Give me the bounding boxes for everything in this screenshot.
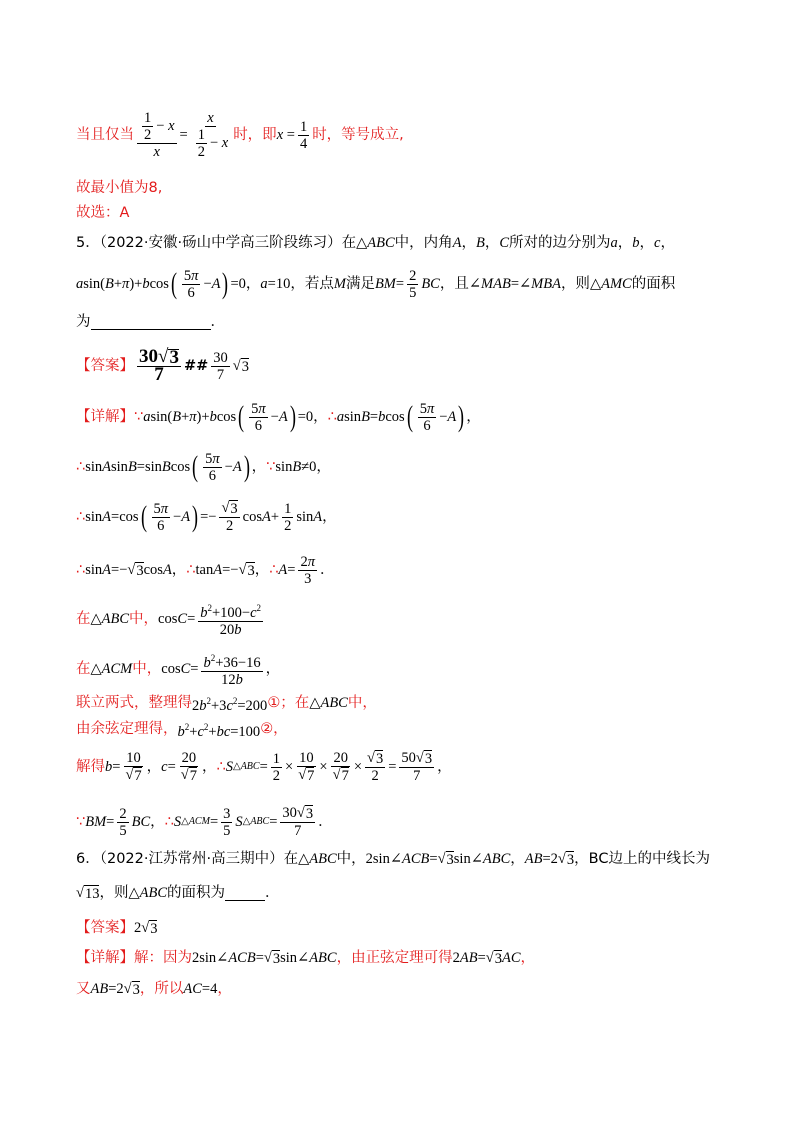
q5-detail-7: 联立两式，整理得 $2b^2+3c^2=200$ ①；在 △ABC 中， [76, 695, 377, 714]
answer-blank [91, 315, 211, 330]
choice-line: 故选：A [76, 205, 130, 221]
q5-detail-10: ∵ BM = $\frac{2}{5}$ BC ， ∴ S △ACM = $\frac{3}{5}$ S △ABC = 30 √ 3 7 ． [76, 805, 333, 839]
q6-detail-1: 【详解】 解：因为 2sin∠ ACB = √ 3 sin∠ ABC ，由正弦定理可得 2 AB = √ 3 AC ， [76, 949, 535, 967]
q5-detail-5: 在 △ABC 中， cos C = $\frac{b^2+100-c^2}{20b}$ [76, 597, 724, 641]
q6-line2: √ 13 ，则 △ABC 的面积为 ． [76, 884, 280, 902]
q6-detail-2: 又 AB =2 √ 3 ，所以 AC=4 ， [76, 980, 232, 998]
q5-detail-6: 在 △ACM 中， cos C = $\frac{b^2+36-16}{12b}$ ， [76, 647, 724, 691]
q6-answer: 【答案】 2 √ 3 [76, 919, 158, 937]
q5-blank-line: 为 ． [76, 314, 225, 330]
fraction-equality: $\frac{1}{2}$ − x x = x $\frac{1}{2}$ − x [134, 110, 233, 160]
q5-detail-8: 由余弦定理得， $b^2+c^2+bc=100$ ②， [76, 721, 288, 740]
q6-header: 6．（2022·江苏常州·高三期中）在 △ABC 中， 2sin∠ ACB = √ 3 sin∠ ABC ， AB =2 √ 3 ， BC边上的中线长为 [76, 850, 710, 868]
q5-answer: 【答案】 30 √ 3 7 ## $\frac{30}{7}$ √ 3 [76, 346, 249, 385]
q5-detail-4: ∴ sin A =− √ 3 cos A ， ∴ tan A =− √ 3 ， ∴ A = $\frac{2\pi}{3}$ ． [76, 553, 335, 587]
equality-condition-line: 当且仅当 $\frac{1}{2}$ − x x = x $\frac{1}{2}$ − x 时，即 x = $\frac{1}{4}$ 时，等号成立, [76, 110, 404, 160]
min-value-line: 故最小值为8, [76, 180, 163, 196]
q5-detail-3: ∴ sin A =cos ( $\frac{5\pi}{6}$ − A ) =− √ 3 2 cos A + $\frac{1}{2}$ sin A ， [76, 500, 337, 534]
q5-detail-2: ∴ sin A sin B =sin B cos ( $\frac{5\pi}{6}$ − A ) ， ∵ sinB≠0 ， [76, 450, 331, 484]
q5-condition-line: a sin( B + π )+ b cos ( $\frac{5\pi}{6}$ − A ) =0 ， a=10 ，若点 M 满足 BM = $\frac{2}{5}$ BC ，且 ∠MAB=∠MBA ，则 △AMC 的面积 [76, 267, 676, 301]
answer-blank [225, 886, 265, 901]
q5-detail-9: 解得 b = 10 √ 7 ， c = 20 √ 7 ， ∴ S △ABC = $\frac{1}{2}$ × 10 √ 7 × 20 √ 7 × √ 3 2 = 50 √ 3 7 ， [76, 750, 452, 784]
q5-detail-1: 【详解】 ∵ a sin( B + π )+ b cos ( $\frac{5\pi}{6}$ − A ) =0 ， ∴ a sin B = b cos ( $\frac{5\pi}{6}$ − A ) ， [76, 400, 481, 434]
q5-header: 5．（2022·安徽·砀山中学高三阶段练习）在 △ABC 中，内角 A，B，C 所对的边分别为 a，b，c， [76, 235, 675, 251]
